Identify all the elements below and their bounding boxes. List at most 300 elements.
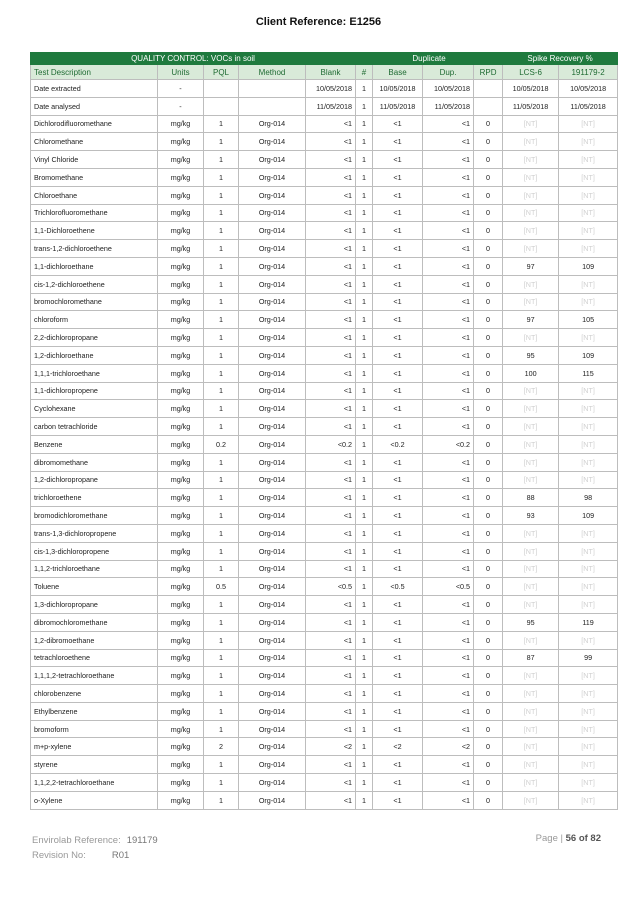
cell-blank: <1 xyxy=(306,204,356,222)
cell-spike-191179-2: [NT] xyxy=(559,774,618,792)
cell-rpd: 0 xyxy=(474,631,503,649)
cell-dup: <1 xyxy=(423,204,474,222)
cell-base: <1 xyxy=(373,186,423,204)
cell-units: mg/kg xyxy=(158,329,204,347)
cell-method: Org-014 xyxy=(239,346,306,364)
cell-hash: 1 xyxy=(356,507,373,525)
cell-rpd: 0 xyxy=(474,791,503,809)
cell-hash: 1 xyxy=(356,311,373,329)
cell-base: <1 xyxy=(373,346,423,364)
cell-test-description: 1,3-dichloropropane xyxy=(31,596,158,614)
cell-rpd: 0 xyxy=(474,524,503,542)
cell-method: Org-014 xyxy=(239,186,306,204)
cell-hash: 1 xyxy=(356,471,373,489)
cell-base: <1 xyxy=(373,293,423,311)
cell-pql: 1 xyxy=(204,471,239,489)
cell-blank: <1 xyxy=(306,240,356,258)
cell-test-description: 1,1,2,2-tetrachloroethane xyxy=(31,774,158,792)
cell-rpd: 0 xyxy=(474,471,503,489)
cell-units: mg/kg xyxy=(158,756,204,774)
cell-method: Org-014 xyxy=(239,275,306,293)
cell-dup: <1 xyxy=(423,418,474,436)
cell-lcs-6: [NT] xyxy=(503,560,559,578)
cell-pql: 1 xyxy=(204,133,239,151)
cell-blank: <1 xyxy=(306,631,356,649)
cell-units: mg/kg xyxy=(158,489,204,507)
cell-blank: <1 xyxy=(306,720,356,738)
cell-method: Org-014 xyxy=(239,311,306,329)
cell-base: <1 xyxy=(373,471,423,489)
cell-lcs-6: [NT] xyxy=(503,542,559,560)
cell-base: <1 xyxy=(373,418,423,436)
cell-units: mg/kg xyxy=(158,542,204,560)
page-number: 56 of 82 xyxy=(565,833,601,844)
cell-dup: <1 xyxy=(423,275,474,293)
cell-lcs-6: 87 xyxy=(503,649,559,667)
cell-test-description: styrene xyxy=(31,756,158,774)
cell-spike-191179-2: 109 xyxy=(559,507,618,525)
cell-base: <1 xyxy=(373,596,423,614)
cell-test-description: Dichlorodifluoromethane xyxy=(31,115,158,133)
cell-spike-191179-2: 109 xyxy=(559,346,618,364)
cell-blank: <1 xyxy=(306,791,356,809)
cell-method: Org-014 xyxy=(239,791,306,809)
reference-label: Envirolab Reference: xyxy=(32,835,121,846)
column-header-blank: Blank xyxy=(306,65,356,80)
cell-pql: 1 xyxy=(204,275,239,293)
cell-base: <1 xyxy=(373,311,423,329)
cell-spike-191179-2: [NT] xyxy=(559,115,618,133)
cell-hash: 1 xyxy=(356,542,373,560)
cell-units: mg/kg xyxy=(158,596,204,614)
cell-test-description: bromodichloromethane xyxy=(31,507,158,525)
cell-spike-191179-2: [NT] xyxy=(559,791,618,809)
cell-lcs-6: [NT] xyxy=(503,596,559,614)
cell-spike-191179-2: [NT] xyxy=(559,596,618,614)
cell-blank: <1 xyxy=(306,453,356,471)
cell-method: Org-014 xyxy=(239,507,306,525)
cell-test-description: Ethylbenzene xyxy=(31,702,158,720)
cell-test-description: Toluene xyxy=(31,578,158,596)
table-row xyxy=(31,435,618,453)
cell-test-description: 1,2-dichloropropane xyxy=(31,471,158,489)
cell-pql: 1 xyxy=(204,507,239,525)
cell-test-description: bromochloromethane xyxy=(31,293,158,311)
cell-rpd: 0 xyxy=(474,560,503,578)
cell-method: Org-014 xyxy=(239,240,306,258)
cell-units: mg/kg xyxy=(158,240,204,258)
cell-spike-191179-2: [NT] xyxy=(559,720,618,738)
cell-test-description: 1,1-Dichloroethene xyxy=(31,222,158,240)
cell-spike-191179-2: 119 xyxy=(559,613,618,631)
table-row xyxy=(31,791,618,809)
group-header-row xyxy=(31,53,618,65)
cell-base: <1 xyxy=(373,649,423,667)
cell-spike-191179-2: 11/05/2018 xyxy=(559,97,618,115)
cell-blank: <1 xyxy=(306,151,356,169)
cell-method: Org-014 xyxy=(239,151,306,169)
cell-spike-191179-2: [NT] xyxy=(559,186,618,204)
cell-method: Org-014 xyxy=(239,667,306,685)
cell-base: <1 xyxy=(373,774,423,792)
cell-blank: <1 xyxy=(306,613,356,631)
cell-spike-191179-2: [NT] xyxy=(559,435,618,453)
cell-dup: <1 xyxy=(423,756,474,774)
cell-base: <1 xyxy=(373,115,423,133)
cell-units: mg/kg xyxy=(158,400,204,418)
cell-test-description: 1,2-dibromoethane xyxy=(31,631,158,649)
cell-units: mg/kg xyxy=(158,418,204,436)
cell-lcs-6: [NT] xyxy=(503,471,559,489)
cell-spike-191179-2: [NT] xyxy=(559,560,618,578)
cell-dup: <1 xyxy=(423,649,474,667)
cell-test-description: Trichlorofluoromethane xyxy=(31,204,158,222)
cell-blank: <1 xyxy=(306,524,356,542)
cell-base: <1 xyxy=(373,631,423,649)
date-row xyxy=(31,97,618,115)
table-row xyxy=(31,738,618,756)
cell-dup: <1 xyxy=(423,560,474,578)
revision-value: R01 xyxy=(111,850,130,861)
cell-units: mg/kg xyxy=(158,204,204,222)
cell-hash: 1 xyxy=(356,649,373,667)
column-header-base: Base xyxy=(373,65,423,80)
cell-hash: 1 xyxy=(356,453,373,471)
cell-method: Org-014 xyxy=(239,133,306,151)
cell-units: mg/kg xyxy=(158,720,204,738)
cell-dup: <1 xyxy=(423,702,474,720)
cell-pql: 1 xyxy=(204,631,239,649)
cell-hash: 1 xyxy=(356,115,373,133)
cell-lcs-6: [NT] xyxy=(503,435,559,453)
cell-test-description: 1,1-dichloropropene xyxy=(31,382,158,400)
cell-blank: <1 xyxy=(306,774,356,792)
table-row xyxy=(31,168,618,186)
cell-spike-191179-2: 99 xyxy=(559,649,618,667)
table-row xyxy=(31,275,618,293)
cell-lcs-6: [NT] xyxy=(503,685,559,703)
cell-units: mg/kg xyxy=(158,293,204,311)
cell-lcs-6: 100 xyxy=(503,364,559,382)
cell-pql: 1 xyxy=(204,115,239,133)
cell-pql xyxy=(204,97,239,115)
cell-units: mg/kg xyxy=(158,471,204,489)
table-row xyxy=(31,133,618,151)
cell-hash: 1 xyxy=(356,720,373,738)
cell-units: mg/kg xyxy=(158,791,204,809)
cell-test-description: chlorobenzene xyxy=(31,685,158,703)
cell-rpd: 0 xyxy=(474,204,503,222)
cell-lcs-6: [NT] xyxy=(503,631,559,649)
cell-method: Org-014 xyxy=(239,720,306,738)
cell-test-description: tetrachloroethene xyxy=(31,649,158,667)
cell-blank: <1 xyxy=(306,168,356,186)
cell-dup: <1 xyxy=(423,293,474,311)
cell-lcs-6: [NT] xyxy=(503,756,559,774)
cell-test-description: trans-1,2-dichloroethene xyxy=(31,240,158,258)
cell-method: Org-014 xyxy=(239,578,306,596)
cell-method: Org-014 xyxy=(239,115,306,133)
cell-pql: 1 xyxy=(204,560,239,578)
cell-pql xyxy=(204,80,239,98)
cell-lcs-6: [NT] xyxy=(503,720,559,738)
cell-hash: 1 xyxy=(356,222,373,240)
cell-pql: 1 xyxy=(204,453,239,471)
cell-base: <0.5 xyxy=(373,578,423,596)
cell-base: <1 xyxy=(373,756,423,774)
cell-hash: 1 xyxy=(356,578,373,596)
cell-dup: <1 xyxy=(423,524,474,542)
cell-spike-191179-2: 105 xyxy=(559,311,618,329)
revision-label: Revision No: xyxy=(32,850,86,861)
cell-blank: <1 xyxy=(306,702,356,720)
cell-method: Org-014 xyxy=(239,738,306,756)
cell-hash: 1 xyxy=(356,364,373,382)
cell-units: - xyxy=(158,80,204,98)
cell-method xyxy=(239,97,306,115)
cell-pql: 1 xyxy=(204,791,239,809)
cell-units: - xyxy=(158,97,204,115)
cell-spike-191179-2: [NT] xyxy=(559,667,618,685)
cell-method: Org-014 xyxy=(239,702,306,720)
cell-dup: <1 xyxy=(423,596,474,614)
cell-method: Org-014 xyxy=(239,774,306,792)
cell-lcs-6: [NT] xyxy=(503,186,559,204)
table-row xyxy=(31,720,618,738)
table-row xyxy=(31,115,618,133)
cell-method: Org-014 xyxy=(239,542,306,560)
cell-dup: <1 xyxy=(423,364,474,382)
cell-units: mg/kg xyxy=(158,115,204,133)
cell-test-description: Benzene xyxy=(31,435,158,453)
cell-rpd xyxy=(474,97,503,115)
cell-test-description: dibromochloromethane xyxy=(31,613,158,631)
cell-method: Org-014 xyxy=(239,364,306,382)
cell-spike-191179-2: [NT] xyxy=(559,738,618,756)
cell-lcs-6: [NT] xyxy=(503,329,559,347)
cell-pql: 1 xyxy=(204,293,239,311)
cell-dup: <1 xyxy=(423,168,474,186)
table-row xyxy=(31,560,618,578)
cell-dup: <1 xyxy=(423,133,474,151)
table-row xyxy=(31,311,618,329)
cell-method: Org-014 xyxy=(239,257,306,275)
cell-base: <1 xyxy=(373,329,423,347)
cell-lcs-6: 88 xyxy=(503,489,559,507)
cell-rpd: 0 xyxy=(474,649,503,667)
cell-pql: 1 xyxy=(204,204,239,222)
cell-units: mg/kg xyxy=(158,685,204,703)
cell-test-description: Chloromethane xyxy=(31,133,158,151)
cell-test-description: trans-1,3-dichloropropene xyxy=(31,524,158,542)
cell-pql: 1 xyxy=(204,222,239,240)
cell-pql: 1 xyxy=(204,524,239,542)
cell-pql: 1 xyxy=(204,240,239,258)
cell-rpd: 0 xyxy=(474,418,503,436)
qc-table xyxy=(30,52,618,810)
cell-base: <1 xyxy=(373,222,423,240)
cell-units: mg/kg xyxy=(158,346,204,364)
cell-base: <1 xyxy=(373,791,423,809)
cell-blank: <1 xyxy=(306,275,356,293)
cell-hash: 1 xyxy=(356,97,373,115)
cell-blank: 11/05/2018 xyxy=(306,97,356,115)
cell-dup: <1 xyxy=(423,489,474,507)
cell-hash: 1 xyxy=(356,240,373,258)
cell-dup: <1 xyxy=(423,453,474,471)
cell-test-description: Cyclohexane xyxy=(31,400,158,418)
cell-units: mg/kg xyxy=(158,435,204,453)
column-header-rpd: RPD xyxy=(474,65,503,80)
table-row xyxy=(31,364,618,382)
cell-pql: 1 xyxy=(204,186,239,204)
cell-method: Org-014 xyxy=(239,756,306,774)
cell-spike-191179-2: 109 xyxy=(559,257,618,275)
cell-base: <1 xyxy=(373,240,423,258)
cell-test-description: 1,1,1,2-tetrachloroethane xyxy=(31,667,158,685)
page-title: Client Reference: E1256 xyxy=(255,16,382,28)
cell-method: Org-014 xyxy=(239,168,306,186)
cell-method: Org-014 xyxy=(239,631,306,649)
table-row xyxy=(31,702,618,720)
table-row xyxy=(31,257,618,275)
cell-lcs-6: [NT] xyxy=(503,578,559,596)
cell-pql: 1 xyxy=(204,257,239,275)
cell-test-description: Vinyl Chloride xyxy=(31,151,158,169)
cell-pql: 1 xyxy=(204,774,239,792)
table-row xyxy=(31,667,618,685)
cell-hash: 1 xyxy=(356,702,373,720)
cell-method: Org-014 xyxy=(239,489,306,507)
cell-units: mg/kg xyxy=(158,578,204,596)
cell-method: Org-014 xyxy=(239,204,306,222)
cell-units: mg/kg xyxy=(158,222,204,240)
cell-lcs-6: [NT] xyxy=(503,151,559,169)
cell-test-description: Date extracted xyxy=(31,80,158,98)
cell-dup: <0.5 xyxy=(423,578,474,596)
cell-spike-191179-2: [NT] xyxy=(559,702,618,720)
cell-hash: 1 xyxy=(356,524,373,542)
cell-dup: <1 xyxy=(423,151,474,169)
cell-method: Org-014 xyxy=(239,596,306,614)
cell-lcs-6: [NT] xyxy=(503,293,559,311)
table-row xyxy=(31,649,618,667)
table-row xyxy=(31,293,618,311)
cell-pql: 1 xyxy=(204,613,239,631)
cell-dup: <1 xyxy=(423,240,474,258)
cell-base: <1 xyxy=(373,400,423,418)
cell-pql: 2 xyxy=(204,738,239,756)
cell-method xyxy=(239,80,306,98)
cell-hash: 1 xyxy=(356,80,373,98)
table-row xyxy=(31,240,618,258)
cell-dup: <1 xyxy=(423,346,474,364)
cell-lcs-6: 95 xyxy=(503,613,559,631)
cell-blank: <1 xyxy=(306,133,356,151)
cell-lcs-6: 93 xyxy=(503,507,559,525)
column-header-row xyxy=(31,65,618,80)
cell-rpd: 0 xyxy=(474,774,503,792)
cell-base: 11/05/2018 xyxy=(373,97,423,115)
cell-test-description: o-Xylene xyxy=(31,791,158,809)
cell-spike-191179-2: [NT] xyxy=(559,240,618,258)
cell-rpd: 0 xyxy=(474,186,503,204)
cell-spike-191179-2: [NT] xyxy=(559,578,618,596)
cell-blank: <1 xyxy=(306,667,356,685)
cell-rpd: 0 xyxy=(474,453,503,471)
cell-units: mg/kg xyxy=(158,257,204,275)
cell-units: mg/kg xyxy=(158,186,204,204)
cell-hash: 1 xyxy=(356,400,373,418)
cell-pql: 1 xyxy=(204,542,239,560)
table-row xyxy=(31,542,618,560)
cell-dup: <1 xyxy=(423,542,474,560)
cell-test-description: 1,2-dichloroethane xyxy=(31,346,158,364)
cell-blank: <1 xyxy=(306,364,356,382)
cell-units: mg/kg xyxy=(158,702,204,720)
table-row xyxy=(31,151,618,169)
cell-dup: <1 xyxy=(423,329,474,347)
duplicate-group-header: Duplicate xyxy=(356,53,503,65)
cell-test-description: Bromomethane xyxy=(31,168,158,186)
cell-dup: <1 xyxy=(423,507,474,525)
cell-rpd: 0 xyxy=(474,133,503,151)
cell-rpd: 0 xyxy=(474,257,503,275)
cell-base: <1 xyxy=(373,524,423,542)
table-row xyxy=(31,524,618,542)
cell-rpd: 0 xyxy=(474,596,503,614)
cell-spike-191179-2: [NT] xyxy=(559,204,618,222)
cell-rpd: 0 xyxy=(474,702,503,720)
cell-blank: <1 xyxy=(306,756,356,774)
cell-base: <1 xyxy=(373,168,423,186)
cell-rpd: 0 xyxy=(474,613,503,631)
cell-dup: <1 xyxy=(423,667,474,685)
cell-lcs-6: 10/05/2018 xyxy=(503,80,559,98)
cell-hash: 1 xyxy=(356,489,373,507)
column-header-hash: # xyxy=(356,65,373,80)
cell-units: mg/kg xyxy=(158,275,204,293)
cell-dup: <1 xyxy=(423,186,474,204)
table-row xyxy=(31,346,618,364)
cell-lcs-6: [NT] xyxy=(503,524,559,542)
cell-method: Org-014 xyxy=(239,649,306,667)
cell-blank: <1 xyxy=(306,329,356,347)
cell-rpd: 0 xyxy=(474,222,503,240)
cell-pql: 1 xyxy=(204,382,239,400)
cell-rpd: 0 xyxy=(474,400,503,418)
cell-base: 10/05/2018 xyxy=(373,80,423,98)
cell-test-description: Date analysed xyxy=(31,97,158,115)
cell-method: Org-014 xyxy=(239,400,306,418)
cell-dup: <1 xyxy=(423,685,474,703)
cell-method: Org-014 xyxy=(239,418,306,436)
cell-blank: <1 xyxy=(306,257,356,275)
cell-dup: 11/05/2018 xyxy=(423,97,474,115)
cell-blank: <1 xyxy=(306,649,356,667)
cell-pql: 1 xyxy=(204,649,239,667)
table-row xyxy=(31,631,618,649)
cell-pql: 1 xyxy=(204,702,239,720)
cell-lcs-6: [NT] xyxy=(503,133,559,151)
cell-dup: <2 xyxy=(423,738,474,756)
cell-lcs-6: [NT] xyxy=(503,240,559,258)
cell-hash: 1 xyxy=(356,186,373,204)
cell-method: Org-014 xyxy=(239,222,306,240)
cell-spike-191179-2: [NT] xyxy=(559,329,618,347)
cell-dup: <1 xyxy=(423,471,474,489)
cell-rpd: 0 xyxy=(474,435,503,453)
